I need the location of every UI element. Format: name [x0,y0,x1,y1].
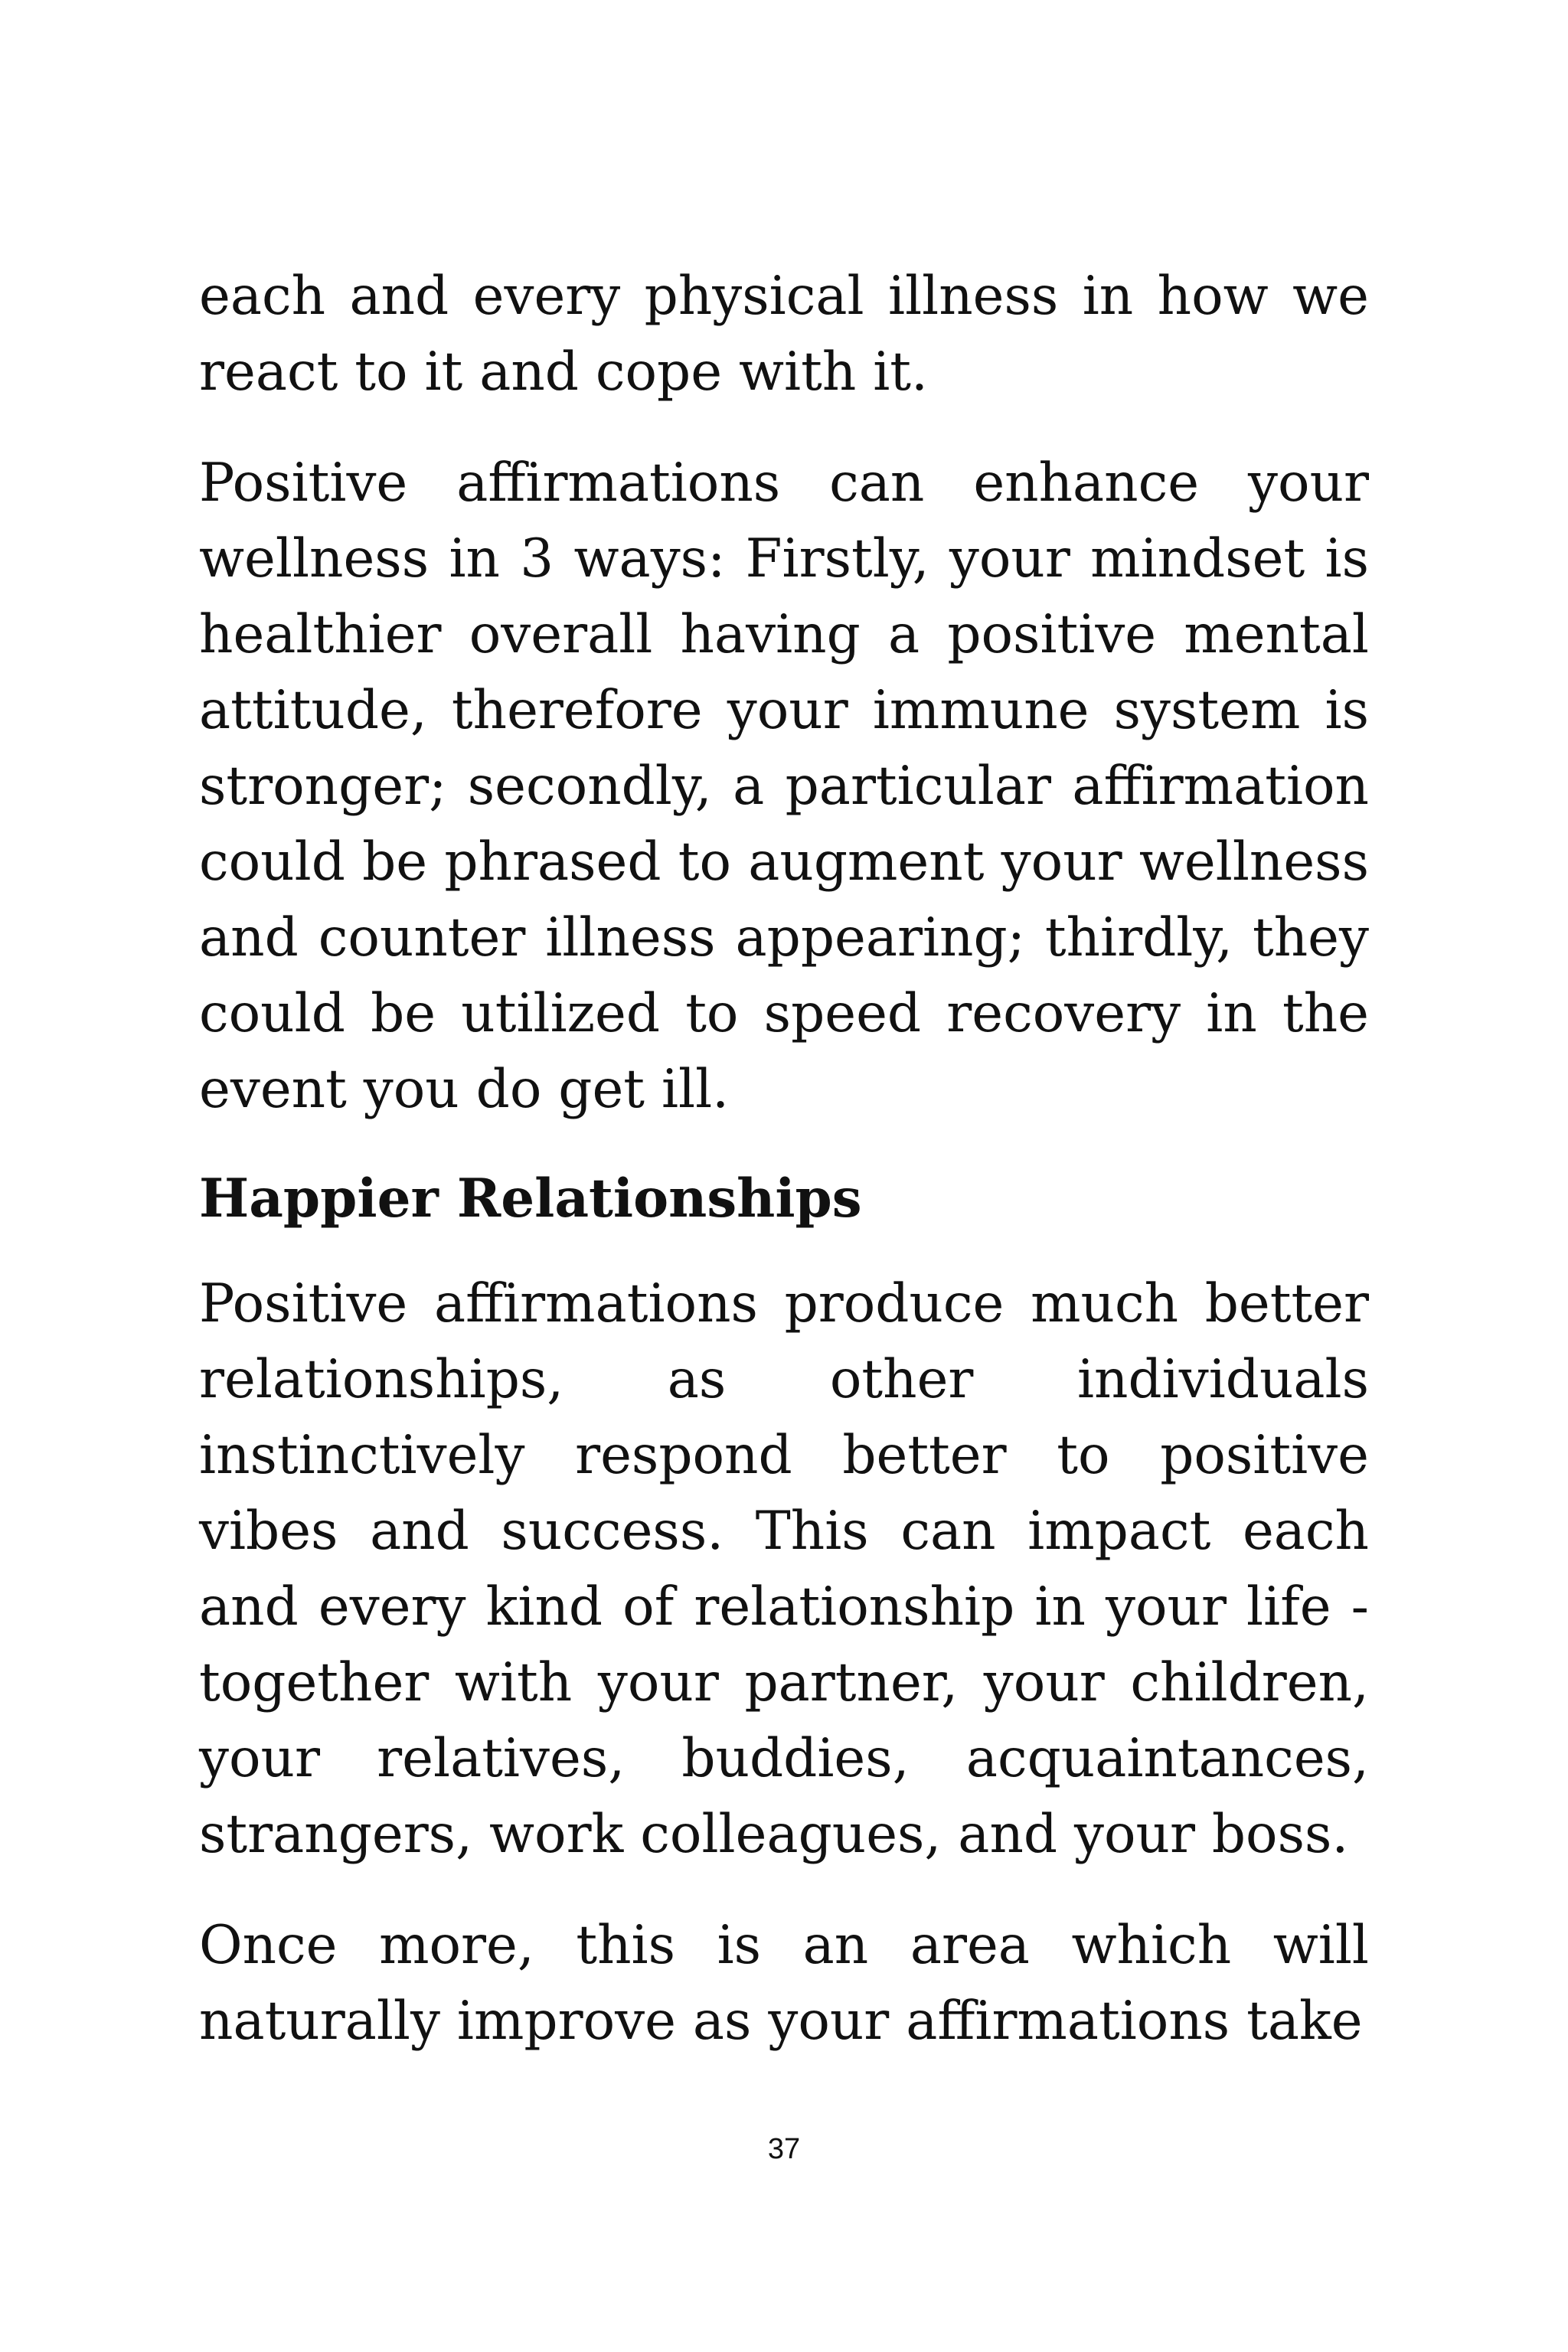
paragraph-wellness-ways: Positive affirmations can enhance your wellness in 3 ways: Firstly, your mindset is healthier overall having a positive mental attitude, therefore your immune system is stronger; secondly, a particular affirmation could be phrased to augment your wellness and counter illness appearing; thirdly, they could be utilized to speed recovery in the event you do get ill. [199,452,1369,1120]
paragraph-once-more: Once more, this is an area which will naturally improve as your affirmations take [199,1915,1369,2052]
paragraph-relationships: Positive affirmations produce much better relationships, as other individuals instinctively respond better to positive vibes and success. This can impact each and every kind of relationship in your life - together with your partner, your children, your relatives, buddies, acquaintances, strangers, work colleagues, and your boss. [199,1273,1369,1865]
body-text [199,259,1369,2060]
section-heading: Happier Relationships [199,1168,862,1230]
page-number: 37 [767,2133,801,2165]
paragraph-illness-continuation: each and every physical illness in how we react to it and cope with it. [199,266,1369,403]
